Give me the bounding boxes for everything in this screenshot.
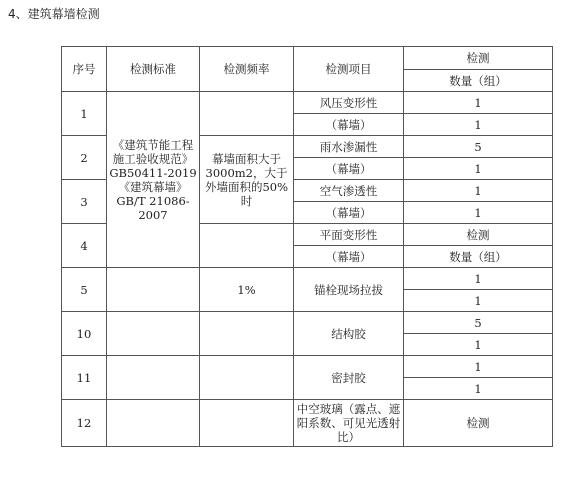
qty-cell: 1: [404, 356, 553, 378]
qty-cell: 1: [404, 334, 553, 356]
qty-cell: 1: [404, 180, 553, 202]
seq-cell: 10: [62, 312, 107, 356]
qty-cell: 检测: [404, 224, 553, 246]
seq-cell: 4: [62, 224, 107, 268]
standard-cell-continued: [107, 400, 200, 447]
item-cell: 密封胶: [294, 356, 404, 400]
qty-cell: 5: [404, 312, 553, 334]
item-cell: 中空玻璃（露点、遮阳系数、可见光透射比）: [294, 400, 404, 447]
standard-cell: 《建筑节能工程施工验收规范》GB50411-2019《建筑幕墙》GB/T 21086-2007: [107, 92, 200, 268]
frequency-cell-blank: [200, 224, 294, 268]
frequency-cell: 幕墙面积大于3000m2，大于外墙面积的50%时: [200, 136, 294, 224]
item-cell: 结构胶: [294, 312, 404, 356]
item-cell: 锚栓现场拉拔: [294, 268, 404, 312]
item-cell: （幕墙）: [294, 114, 404, 136]
qty-cell: 1: [404, 92, 553, 114]
seq-cell: 2: [62, 136, 107, 180]
qty-cell: 5: [404, 136, 553, 158]
frequency-cell-blank: [200, 92, 294, 136]
qty-cell: 检测: [404, 400, 553, 447]
section-title: 4、建筑幕墙检测: [8, 7, 100, 21]
seq-cell: 3: [62, 180, 107, 224]
seq-cell: 1: [62, 92, 107, 136]
seq-cell: 5: [62, 268, 107, 312]
item-cell: （幕墙）: [294, 158, 404, 180]
frequency-cell-blank: [200, 312, 294, 356]
qty-cell: 1: [404, 290, 553, 312]
item-cell: （幕墙）: [294, 246, 404, 268]
standard-cell-continued: [107, 268, 200, 312]
header-seq: 序号: [62, 47, 107, 92]
item-cell: （幕墙）: [294, 202, 404, 224]
qty-cell: 数量（组）: [404, 246, 553, 268]
header-standard: 检测标准: [107, 47, 200, 92]
header-quantity: 数量（组）: [404, 70, 553, 92]
qty-cell: 1: [404, 158, 553, 180]
header-detect: 检测: [404, 47, 553, 70]
seq-cell: 12: [62, 400, 107, 447]
qty-cell: 1: [404, 114, 553, 136]
qty-cell: 1: [404, 268, 553, 290]
frequency-cell-blank: [200, 356, 294, 400]
item-cell: 平面变形性: [294, 224, 404, 246]
standard-cell-continued: [107, 356, 200, 400]
standard-cell-continued: [107, 312, 200, 356]
item-cell: 风压变形性: [294, 92, 404, 114]
frequency-cell: 1%: [200, 268, 294, 312]
header-item: 检测项目: [294, 47, 404, 92]
seq-cell: 11: [62, 356, 107, 400]
qty-cell: 1: [404, 378, 553, 400]
qty-cell: 1: [404, 202, 553, 224]
header-frequency: 检测频率: [200, 47, 294, 92]
inspection-table: [61, 46, 553, 447]
frequency-cell-blank: [200, 400, 294, 447]
item-cell: 雨水渗漏性: [294, 136, 404, 158]
item-cell: 空气渗透性: [294, 180, 404, 202]
